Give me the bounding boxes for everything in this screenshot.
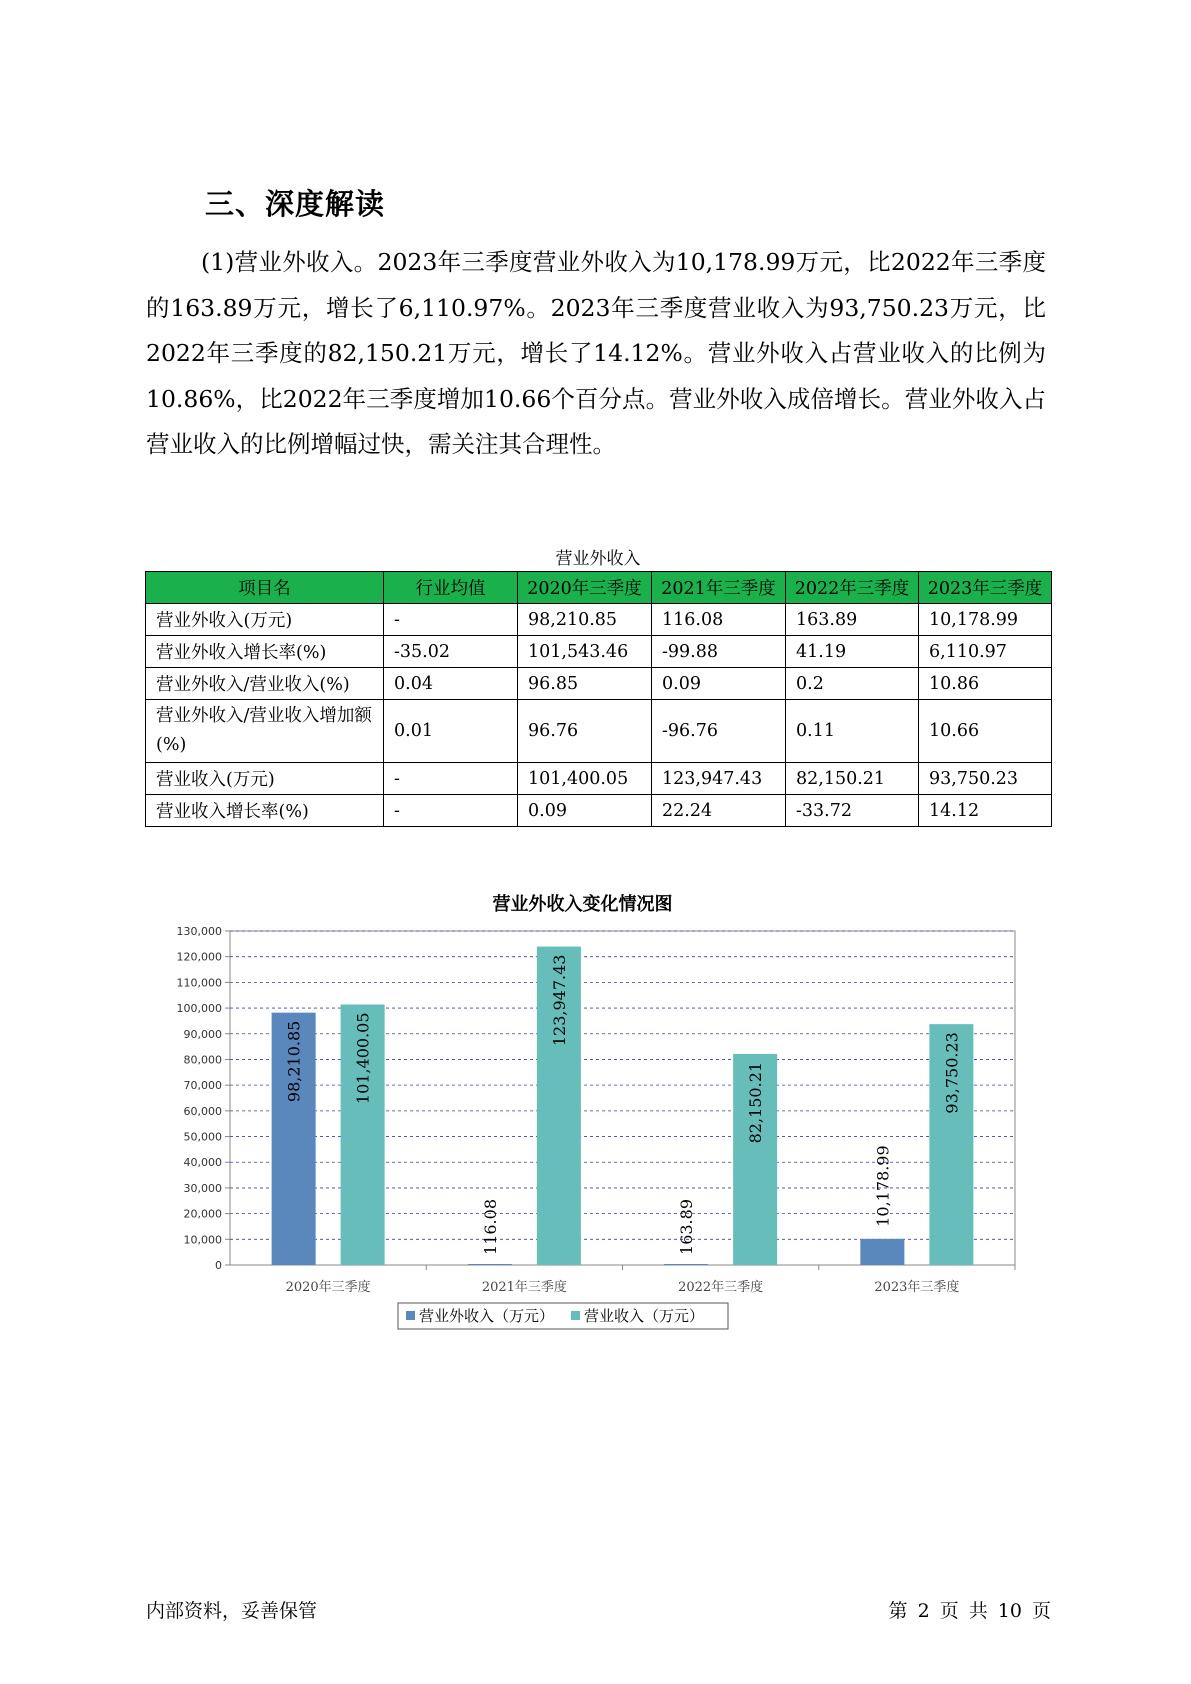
data-label: 82,150.21 [746, 1061, 766, 1144]
table-cell: -35.02 [384, 636, 518, 668]
y-tick-label: 30,000 [183, 1181, 222, 1195]
table-cell: 0.01 [384, 700, 518, 763]
table-cell: 0.11 [786, 700, 919, 763]
table-cell: -99.88 [652, 636, 786, 668]
y-tick-label: 40,000 [183, 1156, 222, 1170]
x-tick-label: 2022年三季度 [678, 1280, 764, 1295]
table-cell: 14.12 [919, 795, 1052, 827]
table-cell: -96.76 [652, 700, 786, 763]
y-tick-label: 130,000 [176, 925, 222, 938]
table-cell: 营业外收入(万元) [146, 604, 384, 636]
data-label: 123,947.43 [549, 954, 569, 1047]
bar-chart-svg [145, 880, 1051, 1340]
data-label: 101,400.05 [353, 1012, 373, 1105]
table-cell: 93,750.23 [919, 763, 1052, 795]
bar [860, 1239, 904, 1265]
table-cell: 116.08 [652, 604, 786, 636]
legend-swatch [571, 1311, 580, 1320]
y-tick-label: 100,000 [176, 1002, 222, 1016]
footer-page-number: 第 2 页 共 10 页 [888, 1600, 1051, 1622]
table-cell: 98,210.85 [518, 604, 652, 636]
bar-chart [145, 880, 1051, 1340]
legend-swatch [406, 1311, 415, 1320]
header-cell: 2023年三季度 [919, 572, 1052, 604]
table-cell: -33.72 [786, 795, 919, 827]
header-cell: 行业均值 [384, 572, 518, 604]
legend-label: 营业外收入（万元） [419, 1307, 555, 1325]
bar [468, 1264, 512, 1265]
y-tick-label: 110,000 [176, 976, 222, 990]
table-cell: 96.76 [518, 700, 652, 763]
header-cell: 2020年三季度 [518, 572, 652, 604]
y-tick-label: 90,000 [183, 1027, 222, 1041]
table-cell: 0.09 [652, 668, 786, 700]
table-row [146, 668, 1052, 700]
table-row [146, 604, 1052, 636]
table-cell: 82,150.21 [786, 763, 919, 795]
table-cell: 营业外收入/营业收入(%) [146, 668, 384, 700]
table-title: 营业外收入 [555, 549, 641, 569]
y-tick-label: 50,000 [183, 1130, 222, 1144]
y-tick-label: 120,000 [176, 950, 222, 964]
table-cell: 0.09 [518, 795, 652, 827]
table-cell: 营业外收入增长率(%) [146, 636, 384, 668]
table-cell: - [384, 763, 518, 795]
data-label: 10,178.99 [873, 1145, 893, 1227]
y-tick-label: 10,000 [183, 1233, 222, 1247]
section-heading: 三、深度解读 [205, 187, 386, 221]
table-row [146, 795, 1052, 827]
table-cell: - [384, 604, 518, 636]
y-tick-label: 70,000 [183, 1079, 222, 1093]
x-tick-label: 2023年三季度 [874, 1280, 960, 1295]
header-cell: 2022年三季度 [786, 572, 919, 604]
bar [664, 1264, 708, 1265]
table-cell: 10,178.99 [919, 604, 1052, 636]
header-cell: 项目名 [146, 572, 384, 604]
x-tick-label: 2020年三季度 [285, 1280, 371, 1295]
table-cell: 10.66 [919, 700, 1052, 763]
data-label: 163.89 [677, 1199, 697, 1255]
table-cell: 163.89 [786, 604, 919, 636]
y-tick-label: 0 [215, 1259, 222, 1272]
table-cell: 10.86 [919, 668, 1052, 700]
data-label: 93,750.23 [942, 1032, 962, 1114]
legend-label: 营业收入（万元） [584, 1307, 705, 1325]
data-label: 98,210.85 [284, 1020, 304, 1103]
table-cell: - [384, 795, 518, 827]
footer-confidential: 内部资料，妥善保管 [146, 1600, 318, 1622]
table-cell: 101,543.46 [518, 636, 652, 668]
table-cell: 0.2 [786, 668, 919, 700]
table-row [146, 636, 1052, 668]
table-row [146, 700, 1052, 763]
y-tick-label: 20,000 [183, 1207, 222, 1221]
table-cell: 123,947.43 [652, 763, 786, 795]
data-label: 116.08 [480, 1199, 500, 1255]
y-tick-label: 60,000 [183, 1104, 222, 1118]
table-cell: 96.85 [518, 668, 652, 700]
y-tick-label: 80,000 [183, 1053, 222, 1067]
table-cell: 0.04 [384, 668, 518, 700]
table-header-row [146, 572, 1052, 604]
chart-title: 营业外收入变化情况图 [492, 894, 673, 915]
analysis-paragraph: (1)营业外收入。2023年三季度营业外收入为10,178.99万元，比2022年三季度的163.89万元，增长了6,110.97%。2023年三季度营业收入为93,750.23万元，比2022年三季度的82,150.21万元，增长了14.12%。营业外收入占营业收入的比例为10.86%，比2022年三季度增加10.66个百分点。营业外收入成倍增长。营业外收入占营业收入的比例增幅过快，需关注其合理性。 [146, 248, 1046, 458]
table-cell: 41.19 [786, 636, 919, 668]
table-cell: 22.24 [652, 795, 786, 827]
table-row [146, 763, 1052, 795]
table-cell: 营业外收入/营业收入增加额(%) [146, 700, 384, 763]
data-table [145, 571, 1052, 827]
table-cell: 营业收入增长率(%) [146, 795, 384, 827]
table-cell: 营业收入(万元) [146, 763, 384, 795]
table-cell: 6,110.97 [919, 636, 1052, 668]
table-cell: 101,400.05 [518, 763, 652, 795]
header-cell: 2021年三季度 [652, 572, 786, 604]
x-tick-label: 2021年三季度 [481, 1280, 567, 1295]
